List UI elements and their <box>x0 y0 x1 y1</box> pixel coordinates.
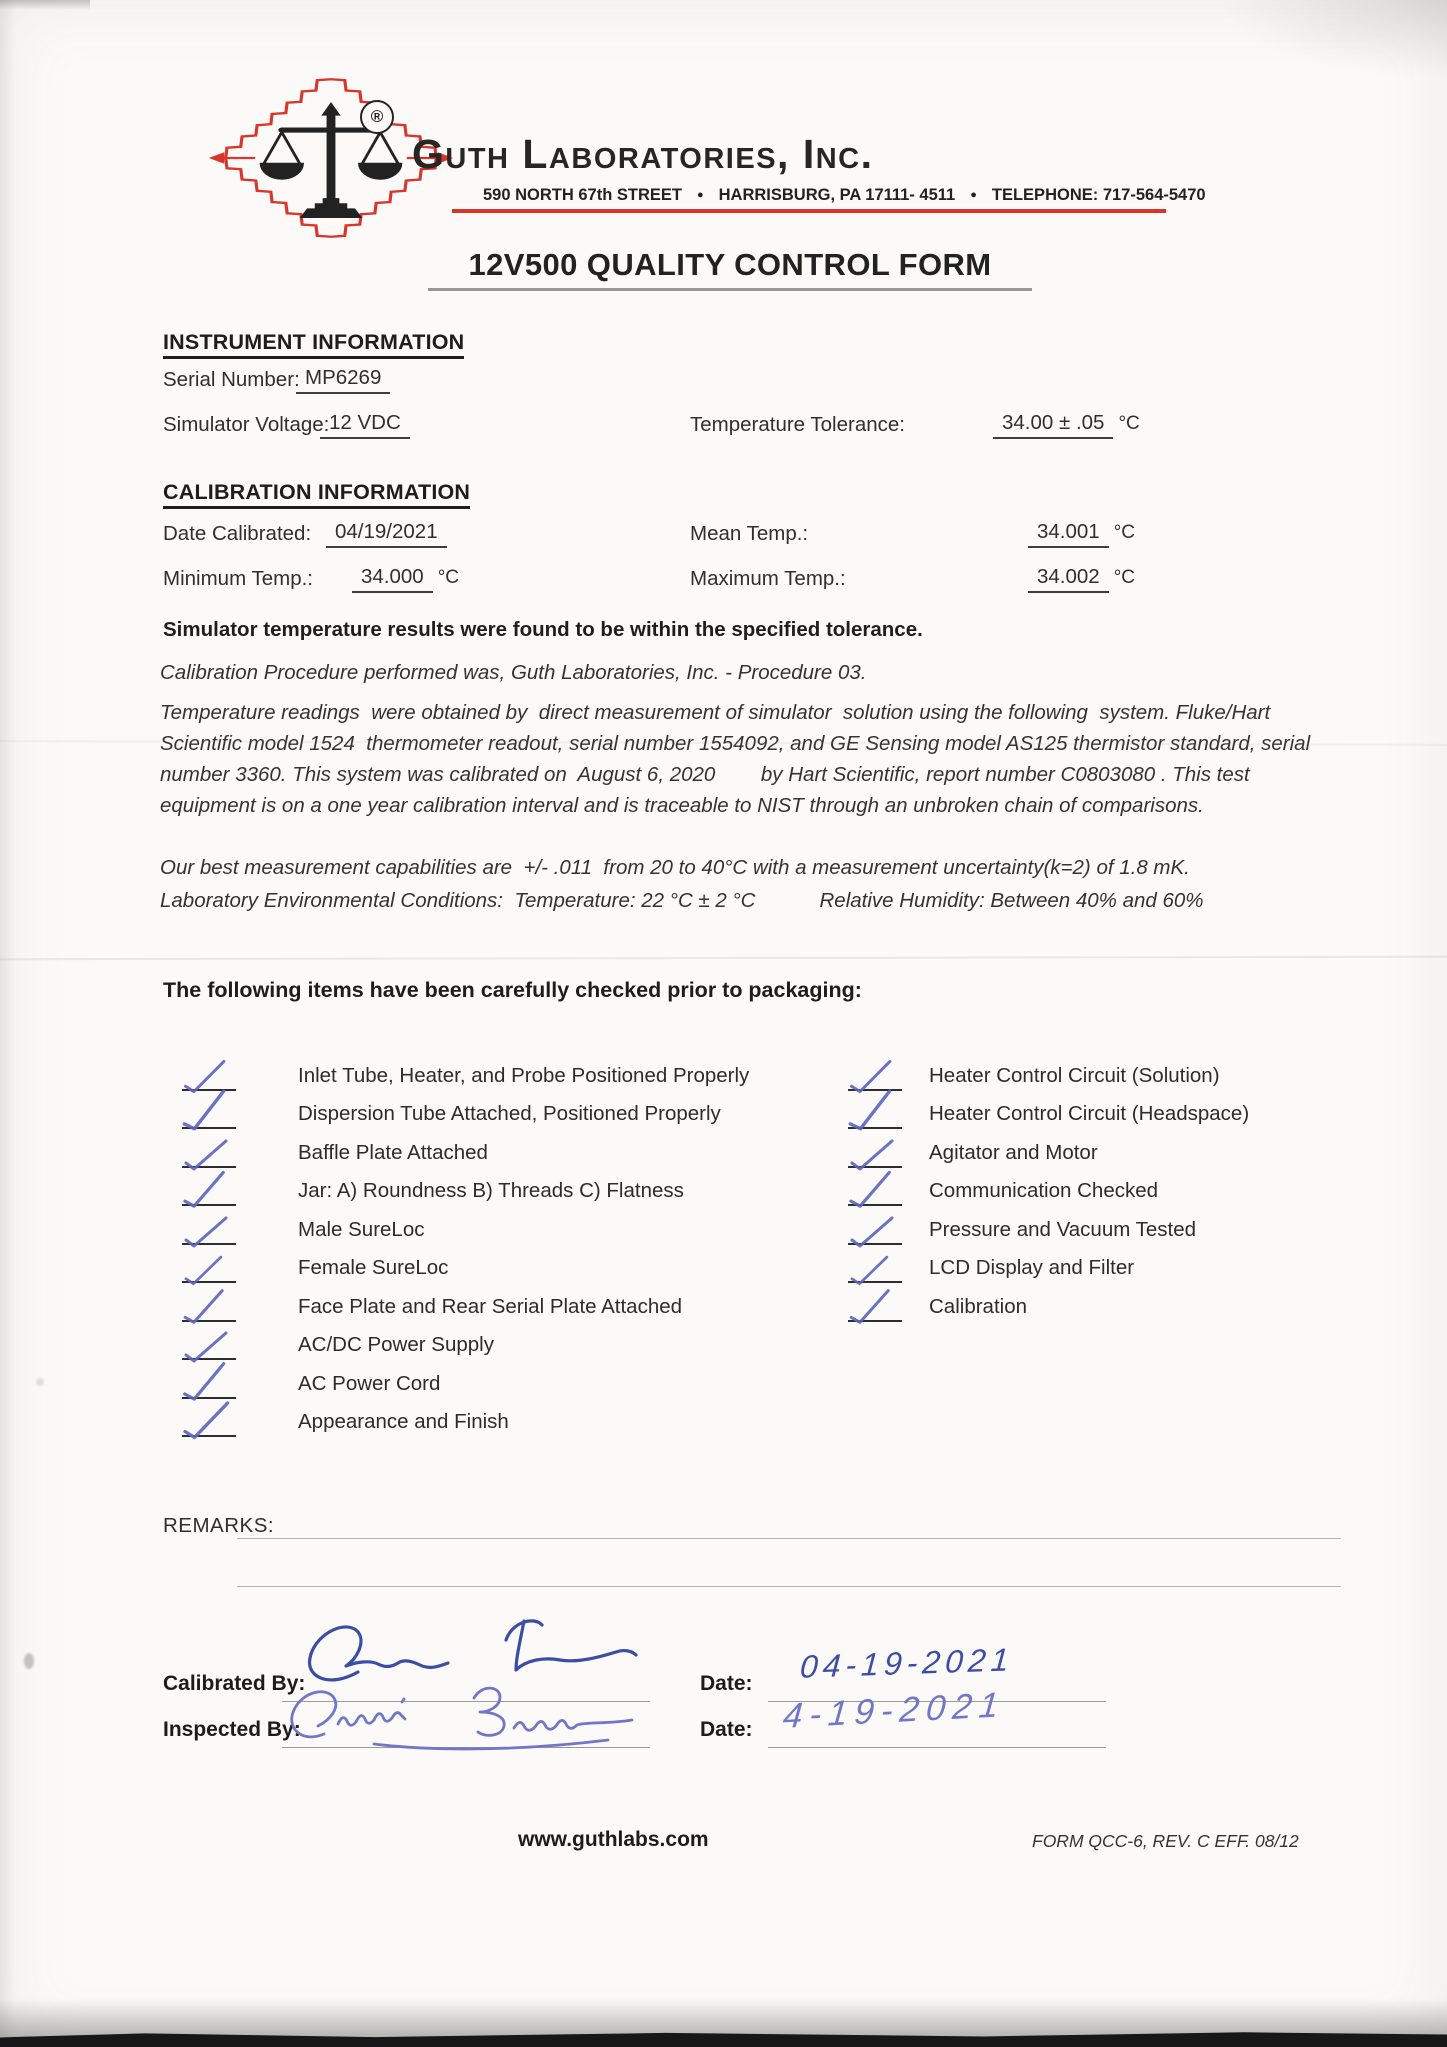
checklist-item-label: Baffle Plate Attached <box>298 1140 488 1164</box>
section-heading-instrument: INSTRUMENT INFORMATION <box>163 330 464 359</box>
checklist-item <box>182 1052 749 1091</box>
checklist-item <box>848 1129 1249 1168</box>
checkmark-icon <box>182 1097 236 1129</box>
inspected-by-signature <box>278 1682 658 1760</box>
checklist-item-label: Agitator and Motor <box>929 1140 1098 1164</box>
scan-smudge <box>0 0 90 10</box>
checklist-item-label: Communication Checked <box>929 1179 1159 1202</box>
checkmark-icon <box>182 1136 236 1168</box>
checklist-item <box>848 1283 1249 1322</box>
temperature-tolerance-label: Temperature Tolerance: <box>690 413 905 436</box>
measurement-system-paragraph: Temperature readings were obtained by direct measurement of simulator solution using the following system. Fluke/Hart Scientific model 1524 thermometer readout, serial number 1554092, and GE Sensing model AS125 thermistor standard, serial number 3360. This system was calibrated on August 6, 2020 by Hart Scientific, report number C0803080 . This test equipment is on a one year calibration interval and is traceable to NIST through an unbroken chain of comparisons. <box>160 701 1316 817</box>
checklist-item-label: AC/DC Power Supply <box>298 1333 494 1356</box>
scan-speck <box>24 1653 34 1669</box>
checklist-heading: The following items have been carefully checked prior to packaging: <box>163 978 862 1002</box>
remarks-label: REMARKS: <box>163 1514 275 1537</box>
checkmark-icon <box>182 1213 236 1245</box>
checklist-item <box>848 1091 1249 1130</box>
checklist-item-label: Jar: A) Roundness B) Threads C) Flatness <box>298 1179 684 1202</box>
form-number-text: FORM QCC-6, REV. C EFF. 08/12 <box>1032 1831 1299 1851</box>
checklist-item-label: Female SureLoc <box>298 1256 449 1279</box>
temperature-tolerance-value: 34.00 ± .05 °C <box>993 411 1140 439</box>
checkmark-icon <box>848 1174 902 1206</box>
checklist-item <box>848 1052 1249 1091</box>
left-arrow-icon <box>210 153 255 163</box>
calibrated-by-label: Calibrated By: <box>163 1672 306 1695</box>
remarks-line <box>237 1538 1341 1539</box>
website-text: www.guthlabs.com <box>518 1828 709 1851</box>
checklist-item-label: Male SureLoc <box>298 1217 425 1241</box>
checklist-item <box>182 1129 749 1168</box>
checkmark-icon <box>182 1174 236 1206</box>
serial-number-label: Serial Number: <box>163 368 300 391</box>
checklist-item-label: Heater Control Circuit (Solution) <box>929 1063 1220 1087</box>
remarks-line <box>237 1586 1341 1587</box>
checklist-item <box>182 1360 749 1399</box>
maximum-temp-label: Maximum Temp.: <box>690 567 846 590</box>
checklist-item <box>182 1091 749 1130</box>
checkmark-icon <box>182 1367 236 1399</box>
checkmark-icon <box>848 1290 902 1322</box>
company-name: Guth Laboratories, Inc. <box>412 131 874 177</box>
mean-temp-value: 34.001 °C <box>1028 520 1135 548</box>
checkmark-icon <box>848 1213 902 1245</box>
minimum-temp-label: Minimum Temp.: <box>163 567 313 590</box>
checkmark-icon <box>848 1097 902 1129</box>
date-calibrated-value: 04/19/2021 <box>326 520 447 548</box>
checkmark-icon <box>848 1059 902 1091</box>
address-street: 590 NORTH 67th STREET <box>483 186 682 204</box>
scan-crease <box>0 956 1447 961</box>
checkmark-icon <box>182 1328 236 1360</box>
address-phone: TELEPHONE: 717-564-5470 <box>991 186 1206 204</box>
inspected-date-line <box>768 1747 1106 1748</box>
checkmark-icon <box>182 1059 236 1091</box>
inspected-date-label: Date: <box>700 1718 753 1741</box>
checklist-item-label: Calibration <box>929 1294 1027 1318</box>
checklist-item-label: Inlet Tube, Heater, and Probe Positioned Properly <box>298 1063 750 1087</box>
calibration-procedure-paragraph: Calibration Procedure performed was, Guth Laboratories, Inc. - Procedure 03. <box>160 661 867 684</box>
checklist-item <box>848 1206 1249 1245</box>
checklist-item <box>182 1206 749 1245</box>
address-city: HARRISBURG, PA 17111- 4511 <box>718 186 956 204</box>
registered-trademark-icon: ® <box>360 100 394 134</box>
measurement-capability-paragraph: Our best measurement capabilities are +/- .011 from 20 to 40°C with a measurement uncertainty(k=2) of 1.8 mK. <box>160 856 1190 879</box>
checklist-item-label: Appearance and Finish <box>298 1410 509 1433</box>
checklist-item-label: Face Plate and Rear Serial Plate Attached <box>298 1294 683 1318</box>
maximum-temp-value: 34.002 °C <box>1028 565 1135 593</box>
simulator-voltage-label: Simulator Voltage: <box>163 413 330 436</box>
checkmark-icon <box>848 1136 902 1168</box>
checklist-item-label: LCD Display and Filter <box>929 1256 1135 1279</box>
checkmark-icon <box>182 1251 236 1283</box>
inspected-date-handwritten: 4-19-2021 <box>781 1685 1008 1736</box>
checklist-item <box>182 1168 749 1207</box>
scan-bottom-shadow <box>0 1999 1447 2037</box>
checkmark-icon <box>182 1405 236 1437</box>
calibrated-date-label: Date: <box>700 1672 753 1695</box>
checklist-left-column <box>182 1052 749 1437</box>
checklist-right-column <box>848 1052 1249 1322</box>
bullet-separator-icon: ● <box>970 188 977 201</box>
checklist-item <box>848 1168 1249 1207</box>
checklist-item <box>182 1283 749 1322</box>
scan-edge-shading <box>0 0 16 2047</box>
checkmark-icon <box>182 1290 236 1322</box>
relative-humidity-text: Relative Humidity: Between 40% and 60% <box>819 889 1204 912</box>
checklist-item <box>182 1322 749 1361</box>
mean-temp-label: Mean Temp.: <box>690 522 809 545</box>
red-header-rule <box>452 209 1166 213</box>
serial-number-value: MP6269 <box>296 366 390 394</box>
scan-smudge <box>1217 0 1447 80</box>
checkmark-icon <box>848 1251 902 1283</box>
calibrated-date-handwritten: 04-19-2021 <box>798 1641 1015 1685</box>
minimum-temp-value: 34.000 °C <box>352 565 459 593</box>
lab-conditions-text: Laboratory Environmental Conditions: Temperature: 22 °C ± 2 °C <box>160 889 756 912</box>
section-heading-calibration: CALIBRATION INFORMATION <box>163 480 470 509</box>
checklist-item <box>848 1245 1249 1284</box>
checklist-item-label: AC Power Cord <box>298 1371 441 1395</box>
tolerance-statement: Simulator temperature results were found to be within the specified tolerance. <box>163 618 923 641</box>
bullet-separator-icon: ● <box>696 188 704 201</box>
form-title: 12V500 QUALITY CONTROL FORM <box>428 247 1032 291</box>
checklist-item <box>182 1399 749 1438</box>
checklist-item-label: Pressure and Vacuum Tested <box>929 1217 1197 1241</box>
checklist-item-label: Heater Control Circuit (Headspace) <box>929 1102 1250 1125</box>
simulator-voltage-value: 12 VDC <box>320 411 410 439</box>
inspected-by-label: Inspected By: <box>163 1718 301 1741</box>
checklist-item <box>182 1245 749 1284</box>
company-address-line <box>483 186 1206 205</box>
scan-speck <box>36 1378 44 1386</box>
environmental-conditions-line <box>160 889 1350 913</box>
date-calibrated-label: Date Calibrated: <box>163 522 312 545</box>
checklist-item-label: Dispersion Tube Attached, Positioned Properly <box>298 1102 721 1125</box>
